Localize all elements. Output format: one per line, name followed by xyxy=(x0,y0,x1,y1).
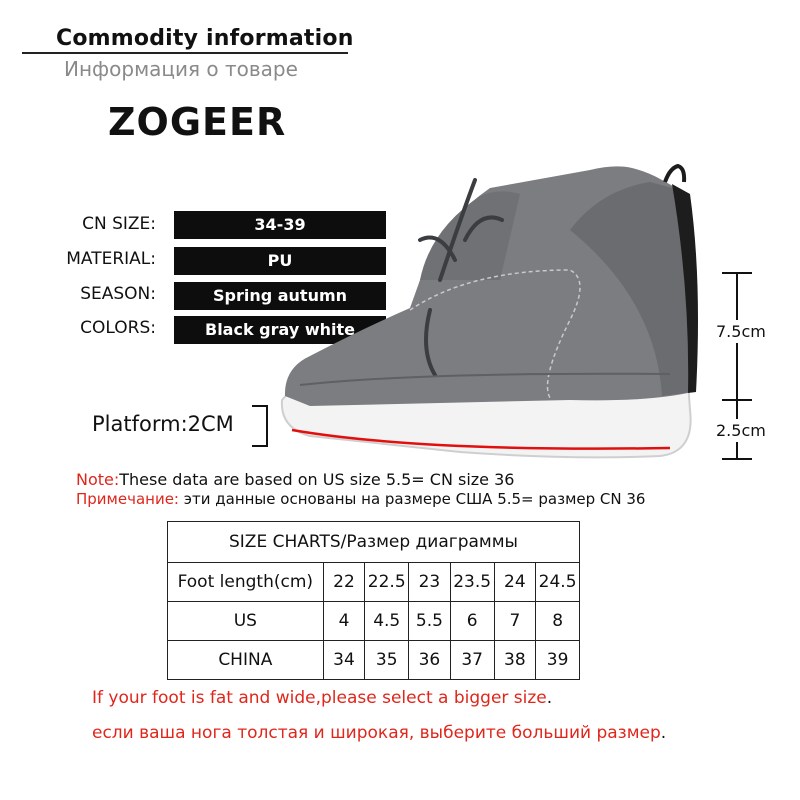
table-cell: 22 xyxy=(323,563,365,602)
table-cell: 5.5 xyxy=(409,602,451,641)
header-title: Commodity information xyxy=(56,26,354,51)
note-ru xyxy=(76,490,645,508)
advice-ru xyxy=(92,723,666,743)
table-cell: 6 xyxy=(450,602,494,641)
platform-height: Platform:2CM xyxy=(92,412,234,436)
spec-value-size: 34-39 xyxy=(174,211,386,239)
table-cell: 4.5 xyxy=(365,602,409,641)
table-cell: 23.5 xyxy=(450,563,494,602)
advice-ru-text: если ваша нога толстая и широкая, выберите больший размер xyxy=(92,723,661,743)
spec-value-colors: Black gray white xyxy=(174,316,386,344)
table-cell: 22.5 xyxy=(365,563,409,602)
table-cell: 8 xyxy=(536,602,580,641)
size-chart-table xyxy=(167,521,580,680)
table-cell: 37 xyxy=(450,641,494,680)
table-cell: 35 xyxy=(365,641,409,680)
dim-upper-height: 7.5cm xyxy=(716,322,766,341)
table-row xyxy=(168,641,580,680)
dim-heel-height: 2.5cm xyxy=(716,421,766,440)
note-en-text: These data are based on US size 5.5= CN size 36 xyxy=(119,470,515,489)
header-divider xyxy=(22,52,348,54)
spec-value-material: PU xyxy=(174,247,386,275)
dim-tick-bottom xyxy=(722,458,752,460)
note-ru-prefix: Примечание: xyxy=(76,490,179,508)
advice-ru-dot: . xyxy=(660,723,667,743)
table-cell: 34 xyxy=(323,641,365,680)
table-cell: 39 xyxy=(536,641,580,680)
advice-en xyxy=(92,688,552,708)
table-cell: 38 xyxy=(494,641,536,680)
table-cell: 23 xyxy=(409,563,451,602)
spec-label-colors: COLORS: xyxy=(80,318,156,338)
note-en xyxy=(76,470,514,489)
dim-tick-middle xyxy=(722,399,752,401)
note-ru-text: эти данные основаны на размере США 5.5= размер CN 36 xyxy=(179,490,646,508)
table-cell: 24.5 xyxy=(536,563,580,602)
row-label-china: CHINA xyxy=(168,641,324,680)
advice-en-dot: . xyxy=(546,688,553,708)
shoe-image xyxy=(270,160,710,460)
spec-label-material: MATERIAL: xyxy=(66,249,156,269)
table-cell: 4 xyxy=(323,602,365,641)
size-chart-title: SIZE CHARTS/Размер диаграммы xyxy=(168,522,580,563)
advice-en-text: If your foot is fat and wide,please select a bigger size xyxy=(92,688,547,708)
spec-label-season: SEASON: xyxy=(80,284,156,304)
platform-bracket xyxy=(252,405,268,447)
note-en-prefix: Note: xyxy=(76,470,120,489)
table-cell: 24 xyxy=(494,563,536,602)
table-row xyxy=(168,563,580,602)
row-label-us: US xyxy=(168,602,324,641)
table-cell: 36 xyxy=(409,641,451,680)
spec-label-size: CN SIZE: xyxy=(82,214,156,234)
brand-name: ZOGEER xyxy=(108,100,287,144)
table-cell: 7 xyxy=(494,602,536,641)
spec-value-season: Spring autumn xyxy=(174,282,386,310)
header-subtitle: Информация о товаре xyxy=(64,57,298,81)
row-label-foot-length: Foot length(cm) xyxy=(168,563,324,602)
table-row xyxy=(168,602,580,641)
